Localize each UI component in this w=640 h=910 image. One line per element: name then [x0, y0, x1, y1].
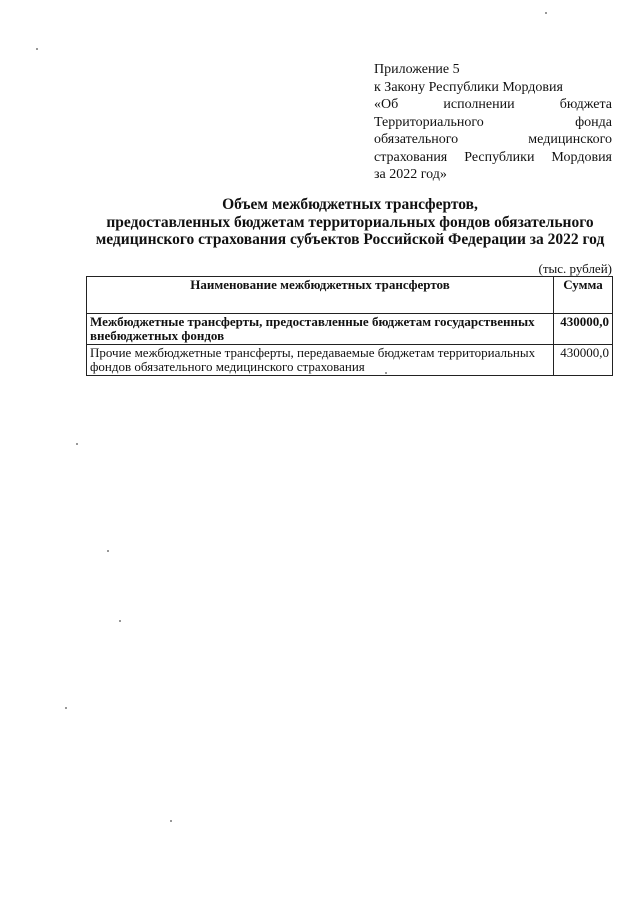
- scan-speck: [36, 48, 38, 50]
- scan-speck: [385, 372, 387, 374]
- appendix-law-title-line-1: «Об исполнении бюджета: [374, 97, 612, 112]
- transfers-table: [86, 276, 613, 376]
- scan-speck: [545, 12, 547, 14]
- appendix-law-reference: к Закону Республики Мордовия: [374, 79, 563, 95]
- units-note: (тыс. рублей): [538, 261, 612, 276]
- appendix-law-title-line-5: за 2022 год»: [374, 167, 447, 182]
- appendix-law-title-line-3: обязательного медицинского: [374, 132, 612, 147]
- table-header-row: [87, 277, 613, 314]
- appendix-block: [374, 61, 612, 184]
- scan-speck: [107, 550, 109, 552]
- row-amount: 430000,0: [554, 345, 613, 376]
- scan-speck: [65, 707, 67, 709]
- table-row: [87, 345, 613, 376]
- appendix-number: Приложение 5: [374, 62, 460, 77]
- scan-speck: [76, 443, 78, 445]
- scan-speck: [170, 820, 172, 822]
- title-line-3: медицинского страхования субъектов Российской Федерации за 2022 год: [95, 231, 605, 248]
- row-amount: 430000,0: [554, 314, 613, 345]
- header-amount: Сумма: [554, 277, 613, 314]
- appendix-law-title-line-2: Территориального фонда: [374, 114, 612, 130]
- row-name: Прочие межбюджетные трансферты, передаваемые бюджетам территориальных фондов обязательного медицинского страхования: [87, 345, 554, 376]
- scan-speck: [119, 620, 121, 622]
- table-row: [87, 314, 613, 345]
- header-name: Наименование межбюджетных трансфертов: [87, 277, 554, 314]
- appendix-law-title-line-4: страхования Республики Мордовия: [374, 149, 612, 165]
- row-name: Межбюджетные трансферты, предоставленные бюджетам государственных внебюджетных фондов: [87, 314, 554, 345]
- title-line-1: Объем межбюджетных трансфертов,: [222, 196, 478, 213]
- title-line-2: предоставленных бюджетам территориальных фондов обязательного: [106, 213, 594, 231]
- document-title: [60, 196, 640, 249]
